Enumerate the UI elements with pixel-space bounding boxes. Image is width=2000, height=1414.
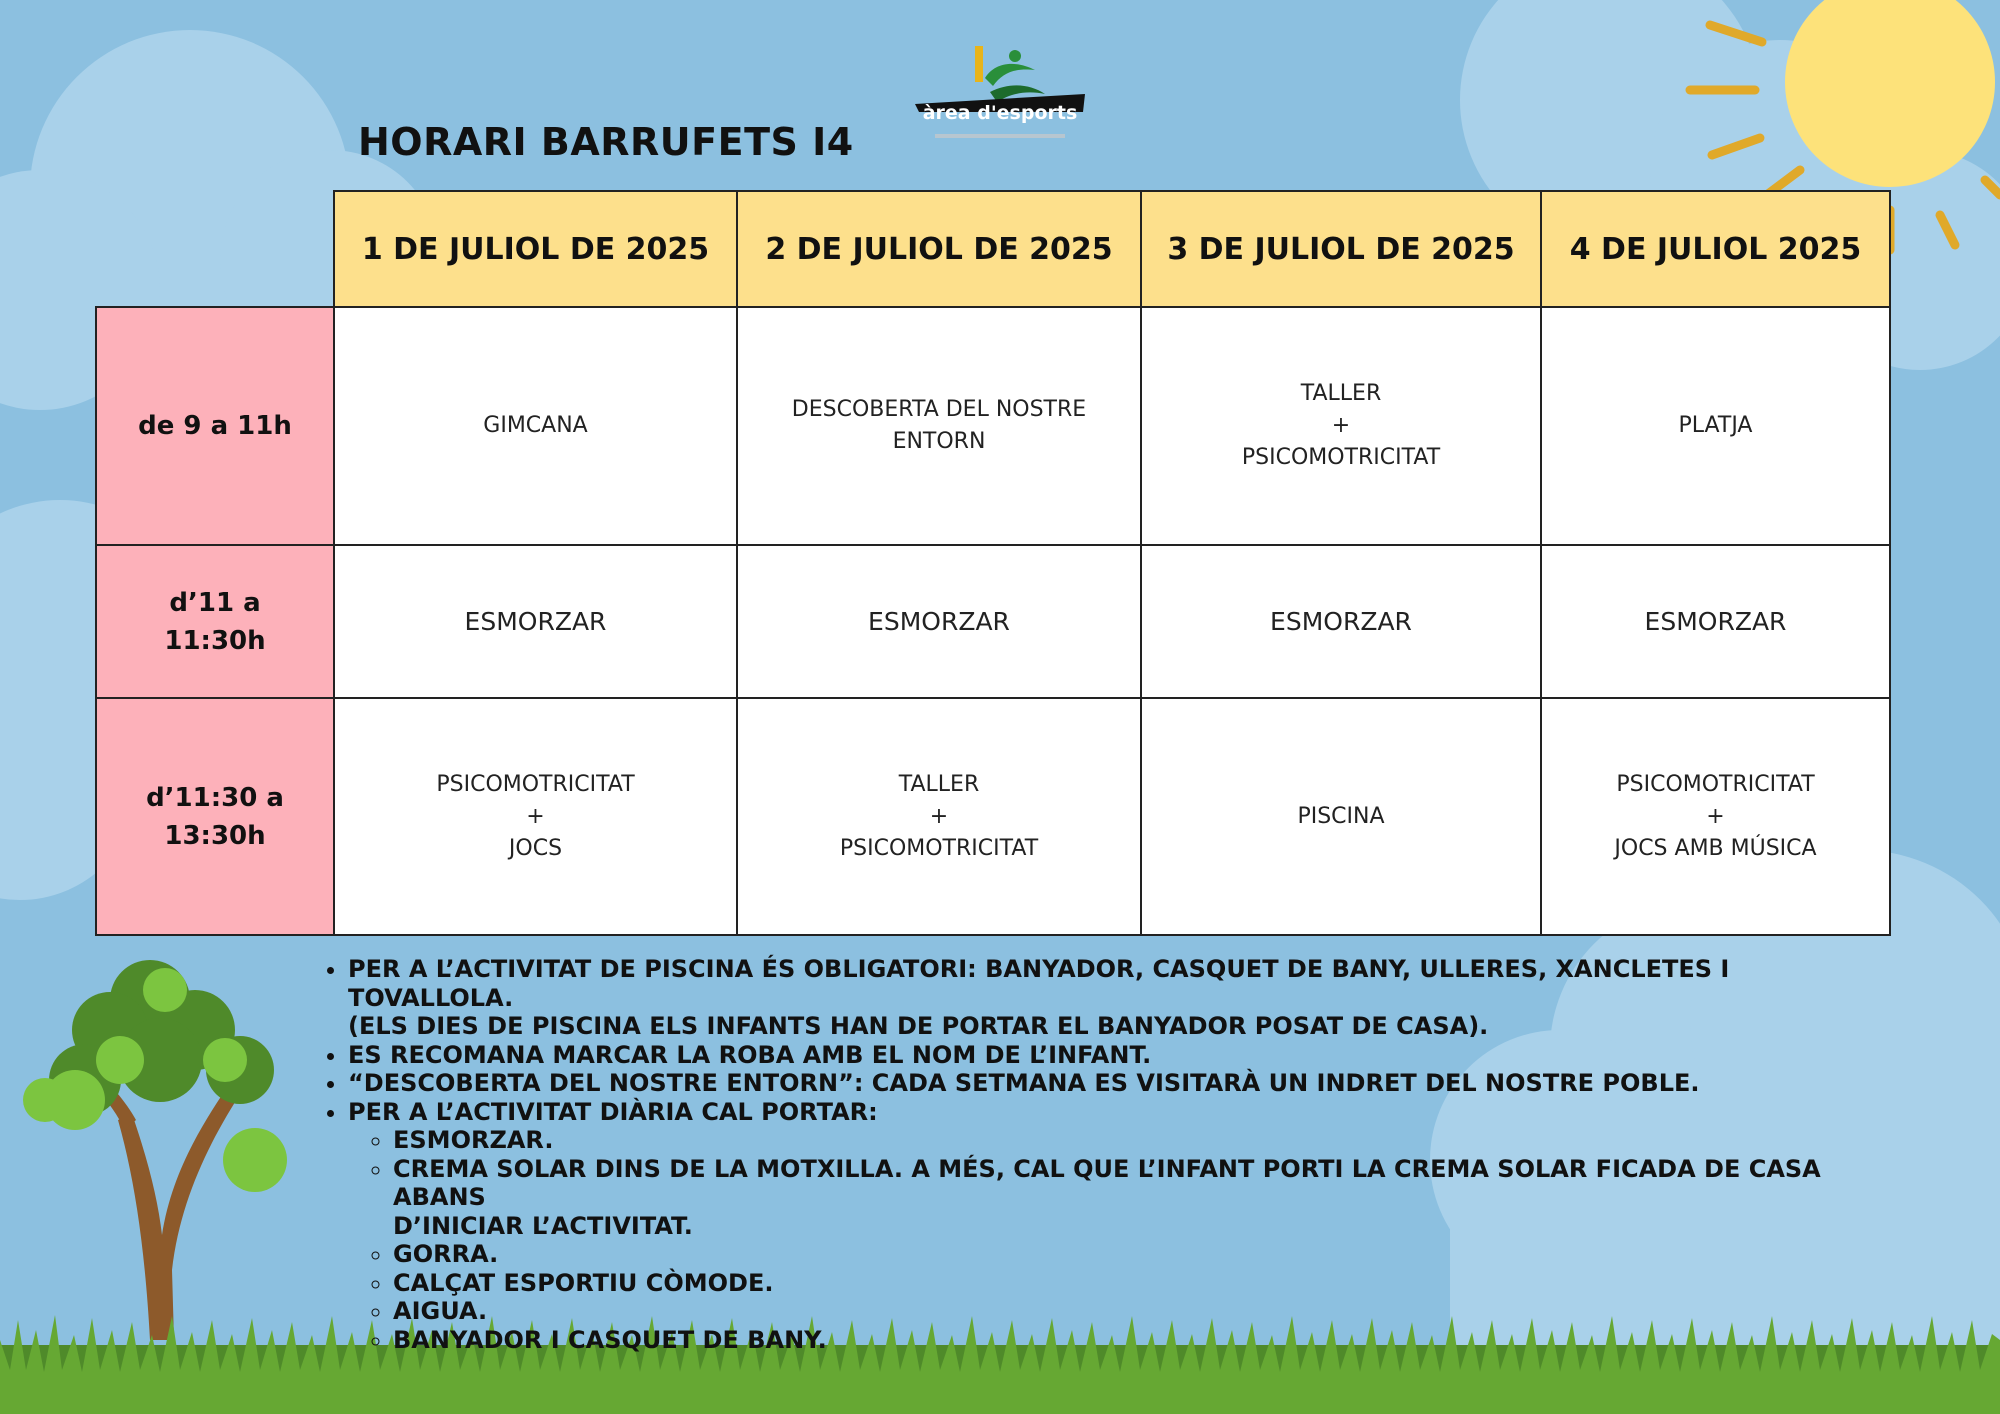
activity-cell: TALLER + PSICOMOTRICITAT bbox=[1141, 307, 1541, 545]
activity-cell: PSICOMOTRICITAT + JOCS bbox=[334, 698, 737, 935]
list-item: • ES RECOMANA MARCAR LA ROBA AMB EL NOM DE L’INFANT. bbox=[348, 1041, 1878, 1070]
schedule-table bbox=[95, 190, 1891, 936]
list-item: ◦ CALÇAT ESPORTIU CÒMODE. bbox=[393, 1269, 1878, 1298]
activity-cell: PISCINA bbox=[1141, 698, 1541, 935]
table-row bbox=[96, 307, 1890, 545]
list-item: • “DESCOBERTA DEL NOSTRE ENTORN”: CADA SETMANA ES VISITARÀ UN INDRET DEL NOSTRE POBLE. bbox=[348, 1069, 1878, 1098]
activity-cell: ESMORZAR bbox=[334, 545, 737, 698]
activity-cell: ESMORZAR bbox=[737, 545, 1141, 698]
tree-icon bbox=[23, 960, 287, 1340]
time-slot-label: d’11:30 a 13:30h bbox=[96, 698, 334, 935]
list-item: ◦ CREMA SOLAR DINS DE LA MOTXILLA. A MÉS, CAL QUE L’INFANT PORTI LA CREMA SOLAR FICADA DE CASA ABANS D’INICIAR L’ACTIVITAT. bbox=[393, 1155, 1878, 1241]
table-header-row bbox=[96, 191, 1890, 307]
activity-cell: ESMORZAR bbox=[1141, 545, 1541, 698]
list-item: ◦ ESMORZAR. bbox=[393, 1126, 1878, 1155]
list-item: ◦ BANYADOR I CASQUET DE BANY. bbox=[393, 1326, 1878, 1355]
day-header: 1 DE JULIOL DE 2025 bbox=[334, 191, 737, 307]
activity-cell: TALLER + PSICOMOTRICITAT bbox=[737, 698, 1141, 935]
logo-text: àrea d'esports bbox=[922, 102, 1078, 124]
activity-cell: ESMORZAR bbox=[1541, 545, 1890, 698]
list-item: • PER A L’ACTIVITAT DIÀRIA CAL PORTAR: ◦ ESMORZAR. ◦ CREMA SOLAR DINS DE LA MOTXILLA. A MÉS, CAL QUE L’INFANT PORTI LA CREMA SOLAR FICADA DE CASA ABANS D’INICIAR L’ACTIVITAT. ◦ GORRA. ◦ CALÇAT ESPORTIU CÒMODE. ◦ AIGUA. ◦ BANYADOR I CASQUET DE BANY. bbox=[348, 1098, 1878, 1355]
list-item: ◦ AIGUA. bbox=[393, 1297, 1878, 1326]
day-header: 3 DE JULIOL DE 2025 bbox=[1141, 191, 1541, 307]
list-item: ◦ GORRA. bbox=[393, 1240, 1878, 1269]
table-corner bbox=[96, 191, 334, 307]
table-row bbox=[96, 545, 1890, 698]
activity-cell: GIMCANA bbox=[334, 307, 737, 545]
logo bbox=[915, 42, 1085, 147]
notes-list bbox=[318, 955, 1878, 1354]
activity-cell: PLATJA bbox=[1541, 307, 1890, 545]
day-header: 2 DE JULIOL DE 2025 bbox=[737, 191, 1141, 307]
table-row bbox=[96, 698, 1890, 935]
items-to-bring-list bbox=[348, 1126, 1878, 1354]
time-slot-label: d’11 a 11:30h bbox=[96, 545, 334, 698]
activity-cell: PSICOMOTRICITAT + JOCS AMB MÚSICA bbox=[1541, 698, 1890, 935]
list-item: • PER A L’ACTIVITAT DE PISCINA ÉS OBLIGATORI: BANYADOR, CASQUET DE BANY, ULLERES, XANCLETES I TOVALLOLA. (ELS DIES DE PISCINA ELS INFANTS HAN DE PORTAR EL BANYADOR POSAT DE CASA). bbox=[348, 955, 1878, 1041]
time-slot-label: de 9 a 11h bbox=[96, 307, 334, 545]
day-header: 4 DE JULIOL 2025 bbox=[1541, 191, 1890, 307]
page-title: HORARI BARRUFETS I4 bbox=[358, 120, 854, 164]
logo-tagline bbox=[935, 134, 1065, 138]
activity-cell: DESCOBERTA DEL NOSTRE ENTORN bbox=[737, 307, 1141, 545]
